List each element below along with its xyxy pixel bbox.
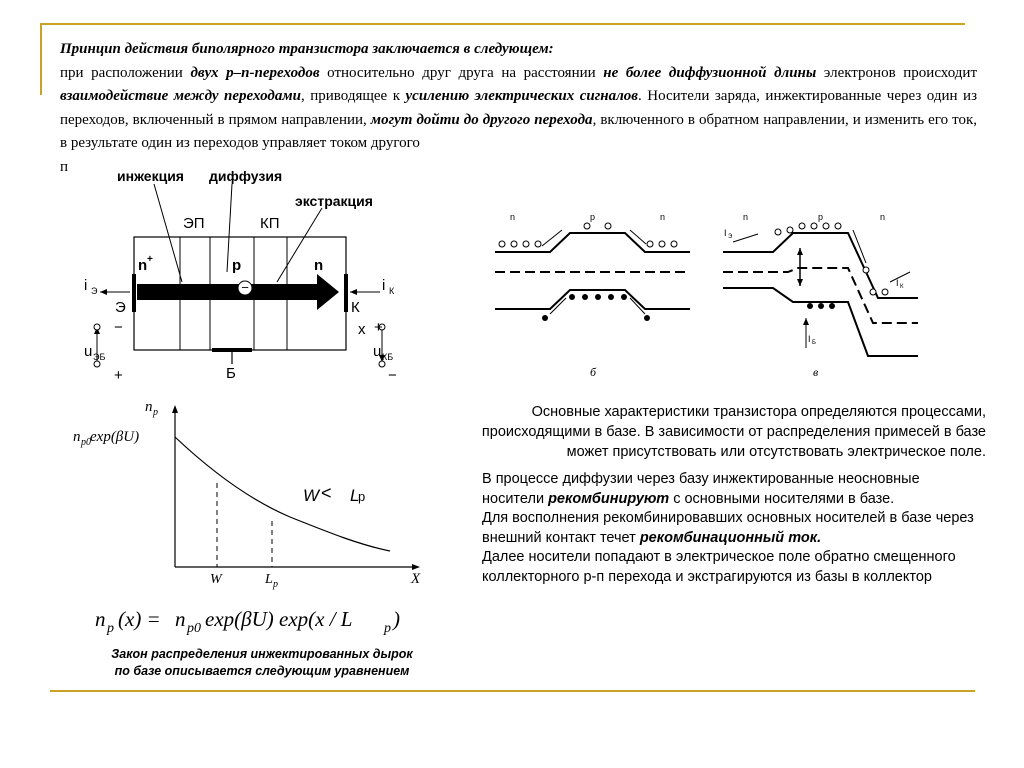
hole-dot [818,303,824,309]
left-rule [40,23,42,95]
formula-lhs: n [95,607,106,631]
emitter-doping-sup: + [147,254,153,265]
emitter-region-label: n [138,257,148,274]
extraction-label: экстракция [295,193,373,209]
electron-dot [835,223,841,229]
electron-dot [499,241,505,247]
intro-text: , приводящее к [300,88,406,104]
intro-paragraph [60,38,977,179]
caption-line: по базе описывается следующим уравнением [114,664,410,678]
intro-emphasis: двух p–n-переходов [190,64,320,81]
electron-dot [775,229,781,235]
formula-rhs-close: ) [393,607,400,631]
hole-dot [595,294,601,300]
intro-text: . Носители заряда, инжектированные через один из переходов, включенный в прямом направлении, [60,88,977,128]
polarity-sign: − [114,319,123,336]
condition-lt: < [321,483,332,503]
collector-terminal-label: К [351,299,360,316]
condition-lsub: p [358,489,366,504]
ukb-label: u [373,343,382,360]
paragraph-text: с основными носителями в базе. [669,490,895,507]
emitter-junction-label: ЭП [183,215,205,232]
intro-emphasis: усилению электрических сигналов [405,88,638,104]
caption-line: Закон распределения инжектированных дырок [111,647,413,661]
polarity-sign: − [388,367,397,384]
emitter-current-label: i [84,277,88,294]
hole-dot [582,294,588,300]
x-axis-label: x [358,321,366,338]
characteristics-paragraph [380,402,986,462]
lp-tick-label: L [265,572,273,587]
injection-label: инжекция [117,168,184,184]
lp-tick-sub: p [273,579,278,590]
formula-rhs-sub: p0 [187,621,201,636]
condition-l: L [350,486,360,505]
hole-dot [608,294,614,300]
intro-text: , включенного в обратном направлении, и изменить его ток, в результате один из переходов управляет током другого [60,111,977,151]
electron-dot [647,241,653,247]
band-region-label: n [660,212,666,222]
arrow-head [172,405,178,413]
electron-dot [882,289,888,295]
electron-dot [787,227,793,233]
paragraph-emphasis: рекомбинационный ток. [639,529,822,546]
band-region-label: n [880,212,886,222]
band-caption-v: в [813,365,819,379]
electron-dot [863,267,869,273]
collector-region-label: n [314,257,324,274]
formula-caption [72,646,452,680]
paragraph-text: В процессе диффузии через базу инжектированные неосновные носители [482,471,920,507]
x-axis-label: X [411,571,421,587]
hole-dot [644,315,650,321]
formula-rhs-lsub: p [384,621,391,636]
fermi-level [723,268,918,323]
electron-dot [659,241,665,247]
polarity-sign: + [114,367,123,384]
hole-dot [829,303,835,309]
hole-dot [621,294,627,300]
arrow-head [803,318,809,325]
transistor-structure-diagram [82,162,402,392]
electron-dot [671,241,677,247]
arrow-head [797,279,803,286]
terminal-dot [94,324,100,330]
y0-rest: exp(βU) [90,429,140,445]
hole-dot [807,303,813,309]
collector-current-sub: К [389,286,395,296]
band-current-sub: К [900,284,904,290]
electron-dot [870,289,876,295]
intro-text: электронов происходит [816,64,977,81]
bottom-rule [50,690,975,692]
y-axis-label: n [145,399,153,415]
band-current-label: I [896,278,899,288]
electron-dot [799,223,805,229]
band-diagram-v [718,208,928,378]
band-current-sub: Б [812,340,816,346]
paragraph-emphasis: рекомбинируют [548,490,670,507]
intro-emphasis: могут дойти до другого перехода [370,111,593,128]
paragraph-text: Для восполнения рекомбинировавших основных носителей в базе через внешний контакт течет [482,510,974,546]
ukb-sub: КБ [382,352,394,362]
band-region-label: n [743,212,749,222]
formula-rhs-n: n [175,607,186,631]
arrow-head [797,248,803,255]
electron-dots [499,223,677,247]
band-region-label: p [818,212,824,222]
paragraph-line: может присутствовать или отсутствовать электрическое поле. [566,444,986,460]
band-current-label: I [724,228,727,238]
paragraph-line: Основные характеристики транзистора определяются процессами, [531,404,986,420]
y-axis-sub: p [153,407,158,418]
electron-sign: − [241,280,249,295]
hole-dot [542,315,548,321]
distribution-formula [95,598,435,638]
emitter-terminal-label: Э [115,299,126,316]
formula-lhs-arg: (x) = [118,607,161,631]
arrow-head [412,564,420,570]
band-caption-b: б [590,365,597,379]
formula-rhs-exp: exp(βU) exp(x / L [205,607,353,631]
hole-dot [569,294,575,300]
hole-dots [807,303,835,309]
valence-band [495,290,690,309]
y0-label: n [73,429,81,445]
ueb-label: u [84,343,93,360]
formula-lhs-sub: p [107,621,114,636]
intro-text: п [60,158,69,175]
electron-dot [811,223,817,229]
intro-emphasis: взаимодействие между переходами [60,88,301,104]
intro-emphasis: не более диффузионной длины [603,64,817,81]
electron-dot [523,241,529,247]
band-region-label: n [510,212,516,222]
intro-text: относительно друг друга на расстоянии [319,64,604,81]
collector-current-label: i [382,277,386,294]
top-rule [40,23,965,25]
y0-sub: p0 [81,437,91,448]
flow-arrow [733,234,758,242]
polarity-sign: + [374,319,383,336]
band-region-label: p [590,212,596,222]
diffusion-label: диффузия [209,168,283,184]
hole-distribution-graph [70,395,430,590]
paragraph-text: Далее носители попадают в электрическое поле обратно смещенного коллекторного р-п перехода и экстрагируются из базы в коллектор [482,549,956,585]
electron-dot [823,223,829,229]
flow-arrow [630,230,646,244]
ueb-sub: ЭБ [93,352,106,362]
paragraph-line: происходящими в базе. В зависимости от распределения примесей в базе [481,424,986,440]
condition-w: W [303,486,320,505]
collector-junction-label: КП [260,215,280,232]
band-current-label: I [808,334,811,344]
electron-dot [511,241,517,247]
base-region-label: p [232,257,242,274]
w-tick-label: W [210,572,222,587]
intro-heading: Принцип действия биполярного транзистора заключается в следующем: [60,41,554,57]
electron-dot [584,223,590,229]
emitter-current-sub: Э [91,286,98,296]
diffusion-paragraph [482,470,982,587]
base-terminal-label: Б [226,365,236,382]
flow-arrow [890,272,910,282]
electron-dot [535,241,541,247]
electron-dot [605,223,611,229]
intro-text: при расположении [60,64,191,81]
band-diagram-b [490,208,700,378]
band-current-sub: Э [728,234,733,240]
